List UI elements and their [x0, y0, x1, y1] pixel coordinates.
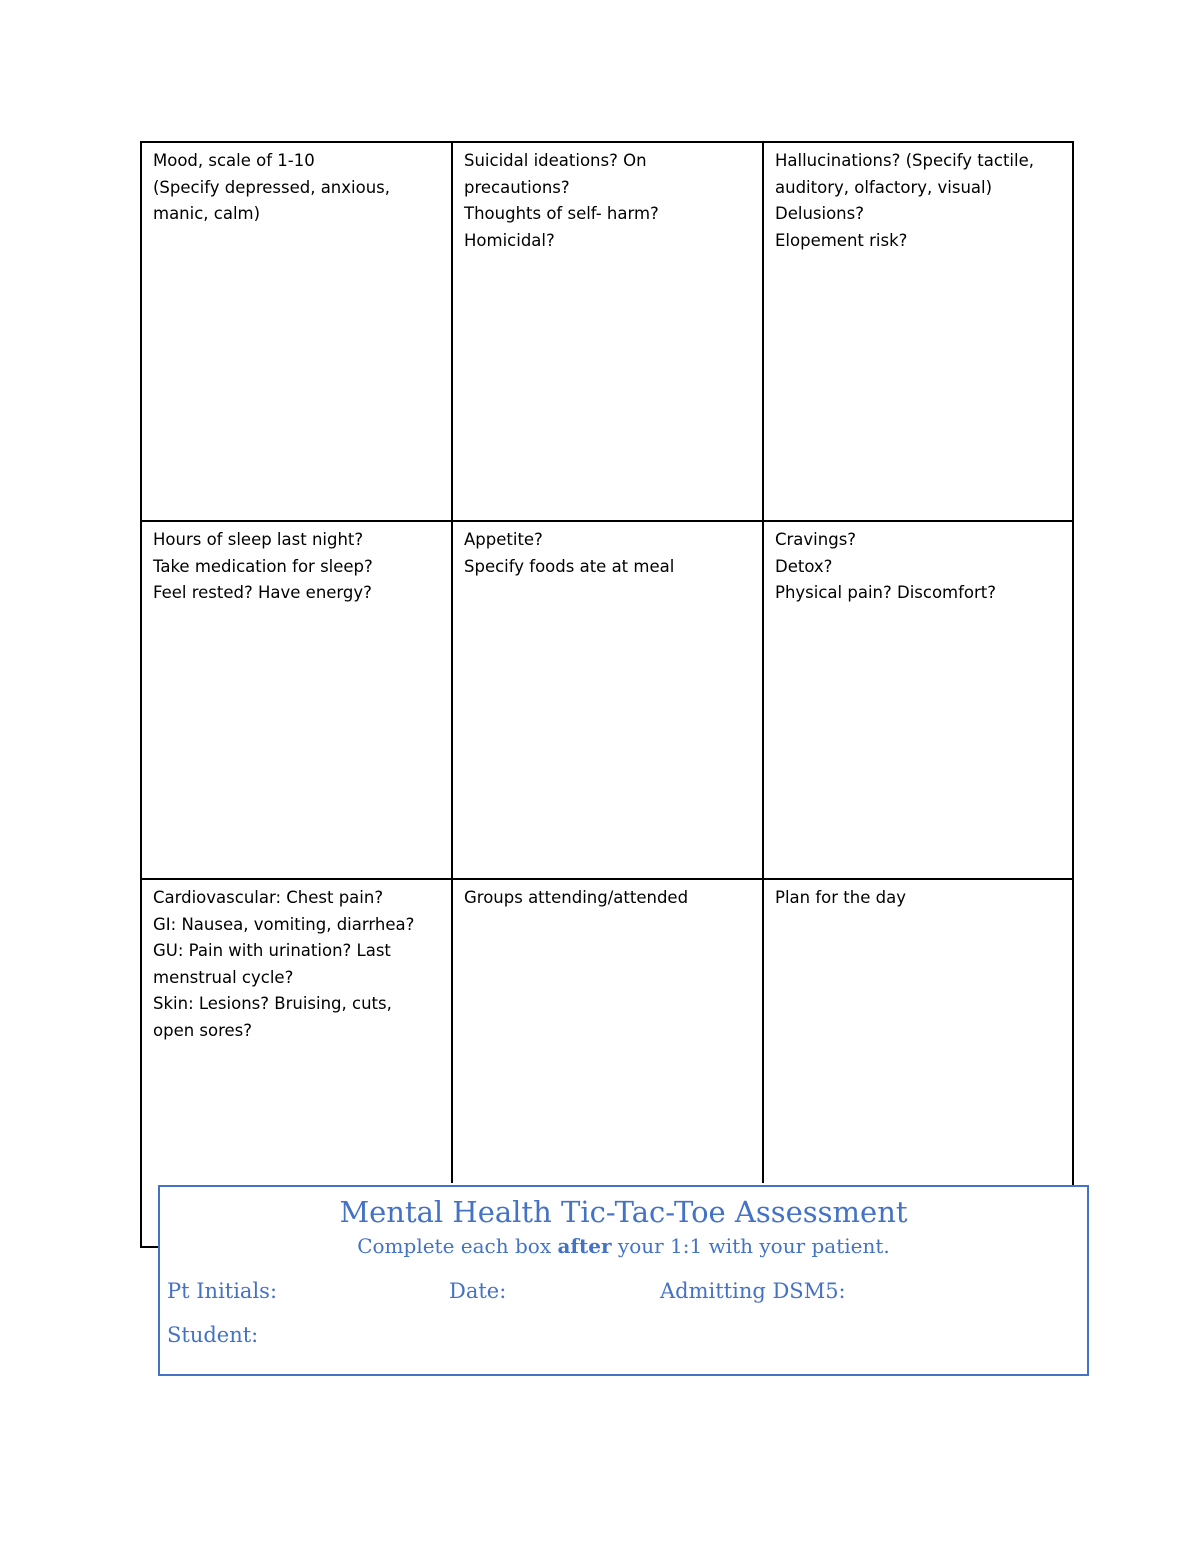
banner-subtitle-start: Complete each box — [357, 1234, 558, 1258]
cell-text-line: Elopement risk? — [775, 230, 908, 250]
cell-text-line: Groups attending/attended — [464, 888, 689, 907]
cell-text-line: Suicidal ideations? On — [464, 151, 647, 170]
cell-text-line: manic, calm) — [153, 204, 261, 223]
cell-appetite[interactable] — [453, 522, 762, 878]
cell-sleep[interactable] — [142, 522, 451, 878]
banner-subtitle-emphasis: after — [557, 1234, 612, 1258]
cell-text-line: Hallucinations? (Specify tactile, — [775, 151, 1034, 170]
date-label: Date: — [449, 1279, 507, 1303]
cell-mood[interactable] — [142, 143, 451, 520]
cell-text-line: menstrual cycle? — [153, 967, 294, 987]
cell-text-line: (Specify depressed, anxious, — [153, 177, 391, 197]
cell-text-line: auditory, olfactory, visual) — [775, 177, 993, 197]
cell-text-line: Plan for the day — [775, 888, 906, 907]
cell-suicidal-ideations[interactable] — [453, 143, 762, 520]
banner-title: Mental Health Tic-Tac-Toe Assessment — [339, 1195, 908, 1229]
cell-text-line: Specify foods ate at meal — [464, 556, 675, 576]
cell-text-line: Thoughts of self- harm? — [464, 204, 659, 223]
banner-subtitle-end: your 1:1 with your patient. — [611, 1234, 890, 1258]
cell-text-line: Take medication for sleep? — [153, 556, 373, 576]
admitting-dsm5-label: Admitting DSM5: — [660, 1279, 846, 1303]
cell-hallucinations[interactable] — [764, 143, 1072, 520]
cell-text-line: Delusions? — [775, 204, 864, 223]
cell-text-line: Cardiovascular: Chest pain? — [153, 888, 384, 907]
cell-text-line: GU: Pain with urination? Last — [153, 941, 391, 960]
cell-text-line: Physical pain? Discomfort? — [775, 583, 997, 602]
cell-text-line: Appetite? — [464, 530, 543, 549]
cell-text-line: Cravings? — [775, 530, 857, 549]
cell-text-line: precautions? — [464, 177, 570, 197]
assessment-grid — [140, 141, 1074, 1248]
pt-initials-label: Pt Initials: — [167, 1279, 278, 1303]
cell-text-line: open sores? — [153, 1020, 253, 1040]
cell-text-line: Hours of sleep last night? — [153, 530, 364, 549]
cell-text-line: Homicidal? — [464, 230, 555, 250]
student-label: Student: — [167, 1323, 259, 1347]
cell-text-line: GI: Nausea, vomiting, diarrhea? — [153, 914, 415, 934]
banner-subtitle — [160, 1232, 1087, 1260]
cell-text-line: Detox? — [775, 556, 833, 576]
cell-cravings[interactable] — [764, 522, 1072, 878]
assessment-banner — [158, 1185, 1089, 1376]
cell-text-line: Mood, scale of 1-10 — [153, 151, 315, 170]
cell-text-line: Feel rested? Have energy? — [153, 583, 372, 602]
cell-text-line: Skin: Lesions? Bruising, cuts, — [153, 994, 392, 1013]
